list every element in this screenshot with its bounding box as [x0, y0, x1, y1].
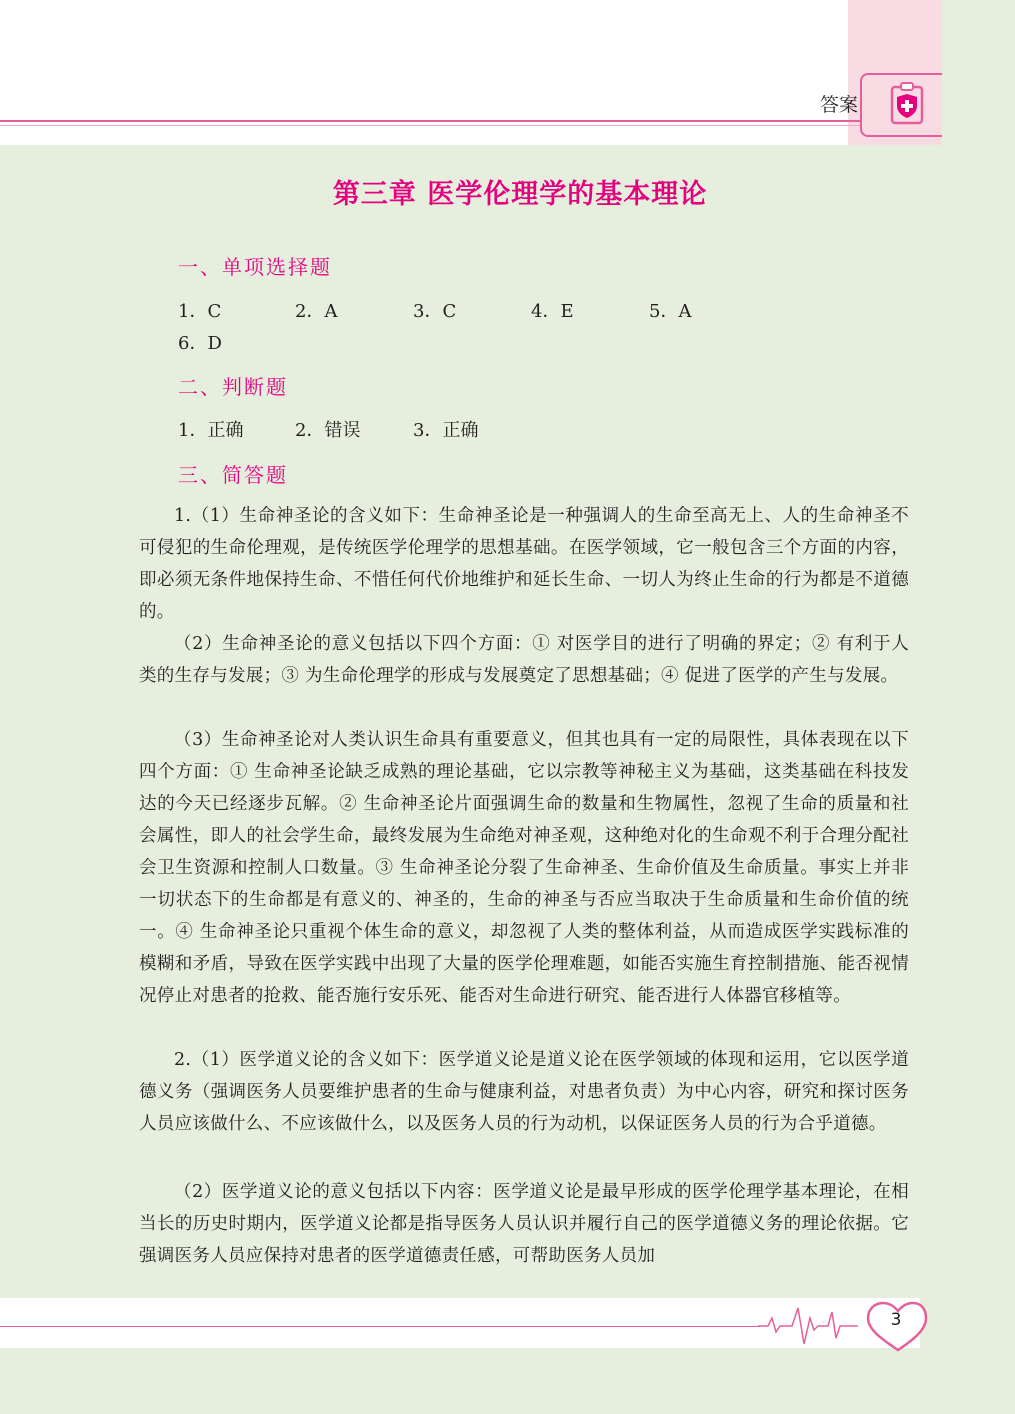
answer-paragraph-1-2: （2）生命神圣论的意义包括以下四个方面：① 对医学目的进行了明确的界定；② 有利于人类的生存与发展；③ 为生命伦理学的形成与发展奠定了思想基础；④ 促进了医学的产生与发展。 [139, 634, 909, 686]
answer-item: 1．C [178, 301, 222, 322]
page-number: 3 [890, 1310, 902, 1330]
chapter-title: 第三章 医学伦理学的基本理论 [332, 179, 708, 210]
answer-item: 5．A [649, 301, 692, 322]
answer-paragraph-1-1: 1.（1）生命神圣论的含义如下：生命神圣论是一种强调人的生命至高无上、人的生命神圣不可侵犯的生命伦理观，是传统医学伦理学的思想基础。在医学领域，它一般包含三个方面的内容，即必须无条件地保持生命、不惜任何代价地维护和延长生命、一切人为终止生命的行为都是不道德的。 [139, 506, 909, 622]
header-background [0, 0, 848, 145]
answer-item: 1．正确 [178, 420, 244, 441]
section-heading-single-choice: 一、单项选择题 [178, 255, 332, 279]
answer-item: 3．正确 [413, 420, 479, 441]
answer-item: 3．C [413, 301, 457, 322]
header-margin [942, 0, 1015, 145]
header-icon-box [860, 73, 942, 137]
answer-paragraph-1-3: （3）生命神圣论对人类认识生命具有重要意义，但其也具有一定的局限性，具体表现在以下四个方面：① 生命神圣论缺乏成熟的理论基础，它以宗教等神秘主义为基础，这类基础在科技发达的今天已经逐步瓦解。② 生命神圣论片面强调生命的数量和生物属性，忽视了生命的质量和社会属性，即人的社会学生命，最终发展为生命绝对神圣观，这种绝对化的生命观不利于合理分配社会卫生资源和控制人口数量。③ 生命神圣论分裂了生命神圣、生命价值及生命质量。事实上并非一切状态下的生命都是有意义的、神圣的，生命的神圣与否应当取决于生命质量和生命价值的统一。④ 生命神圣论只重视个体生命的意义，却忽视了人类的整体利益，从而造成医学实践标准的模糊和矛盾，导致在医学实践中出现了大量的医学伦理难题，如能否实施生育控制措施、能否视情况停止对患者的抢救、能否施行安乐死、能否对生命进行研究、能否进行人体器官移植等。 [139, 730, 909, 1006]
answer-item: 6．D [178, 333, 222, 354]
answer-paragraph-2-1: 2.（1）医学道义论的含义如下：医学道义论是道义论在医学领域的体现和运用，它以医学道德义务（强调医务人员要维护患者的生命与健康利益，对患者负责）为中心内容，研究和探讨医务人员应该做什么、不应该做什么，以及医务人员的行为动机，以保证医务人员的行为合乎道德。 [139, 1050, 909, 1134]
section-heading-short-answer: 三、简答题 [178, 463, 288, 487]
answer-paragraph-2-2: （2）医学道义论的意义包括以下内容：医学道义论是最早形成的医学伦理学基本理论，在相当长的历史时期内，医学道义论都是指导医务人员认识并履行自己的医学道德义务的理论依据。它强调医务人员应保持对患者的医学道德责任感，可帮助医务人员加 [139, 1182, 909, 1266]
answer-item: 2．A [295, 301, 338, 322]
medical-shield-clipboard-icon [884, 81, 930, 127]
footer-rule [0, 1326, 760, 1327]
answer-item: 2．错误 [295, 420, 361, 441]
section-heading-true-false: 二、判断题 [178, 375, 288, 399]
header-rule [0, 120, 860, 122]
answer-item: 4．E [531, 301, 574, 322]
header-rule-thin [0, 125, 860, 126]
header-label: 答案 [820, 94, 859, 116]
